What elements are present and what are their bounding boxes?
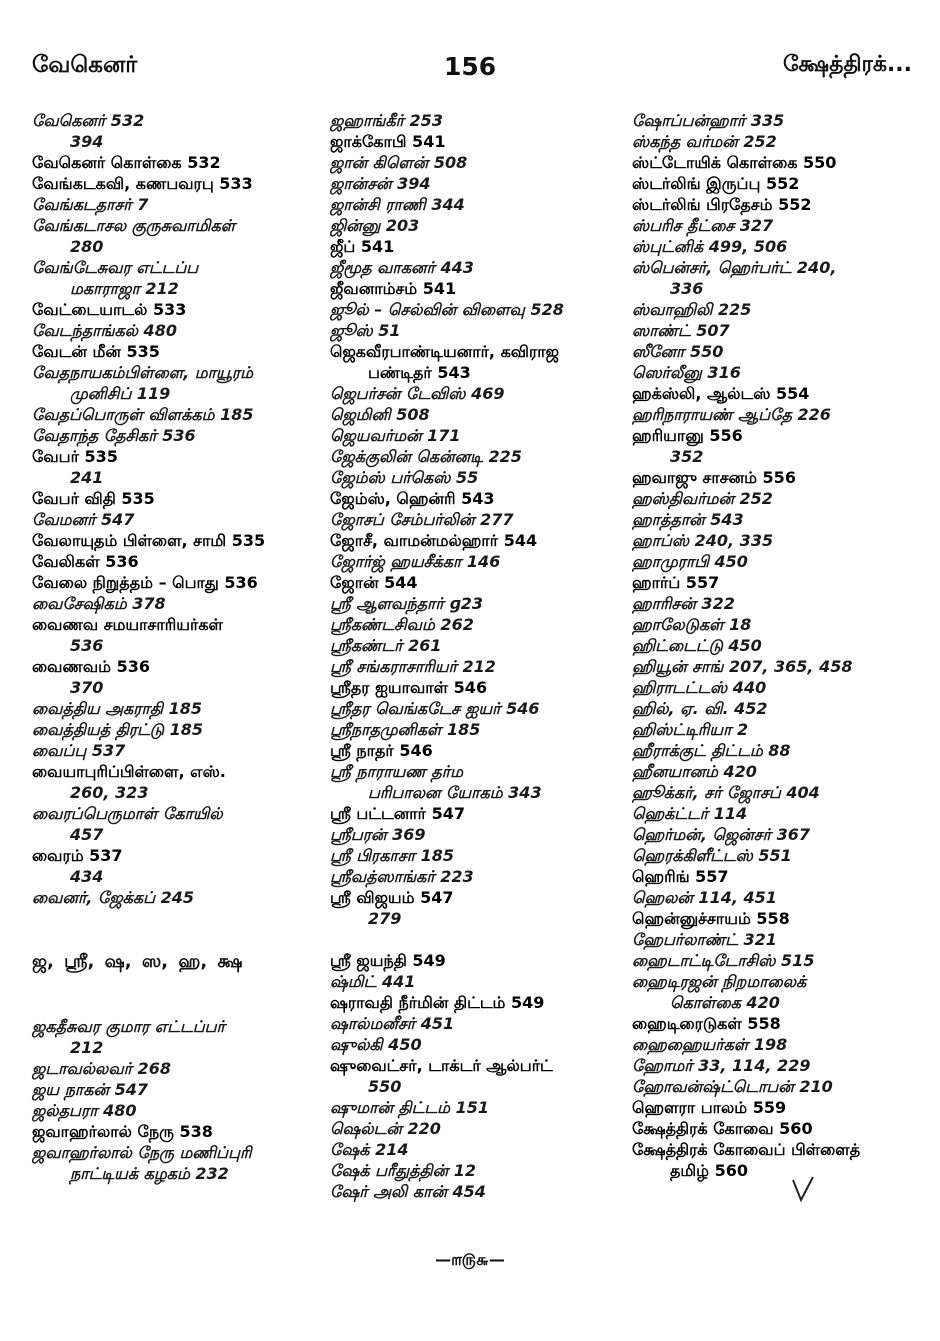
index-entry: முனிசிப் 119 bbox=[70, 384, 171, 403]
index-entry: வேடந்தாங்கல் 480 bbox=[32, 321, 177, 340]
index-entry: ஜான்சன் 394 bbox=[330, 174, 431, 193]
index-entry: ஸ்ரீ நாராயண தர்ம bbox=[330, 762, 463, 781]
index-entry: ஜான்சி ராணி 344 bbox=[330, 195, 465, 214]
index-entry: ஹரியானு 556 bbox=[632, 426, 743, 445]
index-entry: ஹோவன்ஷ்ட்டொபன் 210 bbox=[632, 1077, 833, 1096]
index-entry: 336 bbox=[670, 279, 704, 298]
index-entry: 457 bbox=[70, 825, 104, 844]
running-head-left: வேகெனர் bbox=[32, 52, 138, 78]
index-entry: ஷுமான் திட்டம் 151 bbox=[330, 1098, 489, 1117]
page-header bbox=[0, 52, 940, 92]
index-entry: வேகெனர் கொள்கை 532 bbox=[32, 153, 221, 172]
index-entry: வேபர் விதி 535 bbox=[32, 489, 155, 508]
index-entry: ஹாப்ஸ் 240, 335 bbox=[632, 531, 774, 550]
index-entry: வேட்டையாடல் 533 bbox=[32, 300, 187, 319]
index-entry: ஹக்ஸ்லி, ஆல்டஸ் 554 bbox=[632, 384, 810, 403]
index-entry: ஹௌரா பாலம் 559 bbox=[632, 1098, 787, 1117]
index-entry: ஜீவனாம்சம் 541 bbox=[330, 279, 457, 298]
index-entry: வேபர் 535 bbox=[32, 447, 118, 466]
index-entry: ஜூஸ் 51 bbox=[330, 321, 401, 340]
index-entry: ஹார்ப் 557 bbox=[632, 573, 720, 592]
index-entry: ஹிராடட்டஸ் 440 bbox=[632, 678, 767, 697]
index-entry: வைப்பு 537 bbox=[32, 741, 126, 760]
index-entry: ஹில், ஏ. வி. 452 bbox=[632, 699, 768, 718]
index-entry: ஜோசப் சேம்பர்லின் 277 bbox=[330, 510, 514, 529]
index-entry: ஸ்ரீநாதமுனிகள் 185 bbox=[330, 720, 481, 739]
index-entry: ஹைடிரஜன் நிறமாலைக் bbox=[632, 972, 807, 991]
index-entry: ஜோன் 544 bbox=[330, 573, 418, 592]
index-entry: ஹைடாட்டிடோசிஸ் 515 bbox=[632, 951, 815, 970]
index-entry: ஜோர்ஜ் ஹயசீக்கா 146 bbox=[330, 552, 501, 571]
index-entry: ஸ்ரீ ஜயந்தி 549 bbox=[330, 951, 446, 970]
index-entry: ஜான் கிளென் 508 bbox=[330, 153, 468, 172]
index-entry: ஹாமுராபி 450 bbox=[632, 552, 748, 571]
index-entry: ஷேர் அலி கான் 454 bbox=[330, 1182, 486, 1201]
index-entry: ஜஹாங்கீர் 253 bbox=[330, 111, 443, 130]
index-entry: ஷேக் பரீதுத்தின் 12 bbox=[330, 1161, 476, 1180]
handwritten-tick-mark bbox=[790, 1174, 816, 1204]
index-entry: ஸாண்ட் 507 bbox=[632, 321, 730, 340]
index-entry: ஷுவைட்சர், டாக்டர் ஆல்பர்ட் bbox=[330, 1056, 553, 1075]
index-entry: ஸ்ரீவத்ஸாங்கர் 223 bbox=[330, 867, 474, 886]
index-entry: ஷெல்டன் 220 bbox=[330, 1119, 441, 1138]
index-entry: வேலை நிறுத்தம் – பொது 536 bbox=[32, 573, 258, 592]
index-entry: ஸ்ட்டோயிக் கொள்கை 550 bbox=[632, 153, 837, 172]
index-entry: ஹாலேடுகள் 18 bbox=[632, 615, 752, 634]
index-column-2 bbox=[330, 110, 620, 1202]
index-entry: ஸ்ரீபரன் 369 bbox=[330, 825, 426, 844]
index-entry: ஷோப்பன்ஹார் 335 bbox=[632, 111, 785, 130]
index-entry: ஷராவதி நீர்மின் திட்டம் 549 bbox=[330, 993, 545, 1012]
index-entry: 212 bbox=[70, 1038, 104, 1057]
index-entry: ஹாரிசன் 322 bbox=[632, 594, 735, 613]
index-entry: க்ஷேத்திரக் கோவை 560 bbox=[632, 1119, 813, 1138]
index-entry: ஹைடிரைடுகள் 558 bbox=[632, 1014, 781, 1033]
index-entry: ஹைஹையர்கள் 198 bbox=[632, 1035, 788, 1054]
index-entry: ஹீராக்குட் திட்டம் 88 bbox=[632, 741, 791, 760]
index-entry: ஸீனோ 550 bbox=[632, 342, 724, 361]
index-entry: ஸ்ரீதர ஐயாவாள் 546 bbox=[330, 678, 488, 697]
index-entry: வேங்கடாசல குருசுவாமிகள் bbox=[32, 216, 236, 235]
index-entry: ஜீப் 541 bbox=[330, 237, 395, 256]
index-entry: நாட்டியக் கழகம் 232 bbox=[70, 1164, 229, 1183]
index-entry: ஸ்பென்சர், ஹெர்பர்ட் 240, bbox=[632, 258, 837, 277]
index-entry: ஹெரக்கிளீட்டஸ் 551 bbox=[632, 846, 792, 865]
index-entry: வைசேஷிகம் 378 bbox=[32, 594, 166, 613]
index-entry: வைரப்பெருமாள் கோயில் bbox=[32, 804, 223, 823]
page-footer-number: —௱௫௬— bbox=[435, 1250, 505, 1269]
spacer bbox=[330, 929, 620, 950]
index-entry: ஜல்தபரா 480 bbox=[32, 1101, 137, 1120]
index-entry: வேங்கடதாசர் 7 bbox=[32, 195, 149, 214]
index-entry: 434 bbox=[70, 867, 104, 886]
index-entry: ஹரிநாராயண் ஆப்தே 226 bbox=[632, 405, 831, 424]
index-entry: ஹோமர் 33, 114, 229 bbox=[632, 1056, 811, 1075]
index-entry: 352 bbox=[670, 447, 704, 466]
index-entry: ஹெரிங் 557 bbox=[632, 867, 729, 886]
index-entry: ஜெயவர்மன் 171 bbox=[330, 426, 461, 445]
index-entry: ஹிஸ்ட்டிரியா 2 bbox=[632, 720, 749, 739]
index-entry: ஹவாஜு சாசனம் 556 bbox=[632, 468, 796, 487]
index-entry: ஹீனயானம் 420 bbox=[632, 762, 757, 781]
index-entry: ஷுல்கி 450 bbox=[330, 1035, 422, 1054]
index-entry: வேங்டேசுவர எட்டப்ப bbox=[32, 258, 199, 277]
index-entry: வேங்கடகவி, கணபவரபு 533 bbox=[32, 174, 253, 193]
index-entry: ஹூக்கர், சர் ஜோசப் 404 bbox=[632, 783, 820, 802]
index-entry: ஜடாவல்லவர் 268 bbox=[32, 1059, 171, 1078]
index-entry: 280 bbox=[70, 237, 104, 256]
index-entry: தமிழ் 560 bbox=[670, 1161, 749, 1180]
index-entry: ஜூல் – செல்வின் விளைவு 528 bbox=[330, 300, 564, 319]
index-entry: மகாராஜா 212 bbox=[70, 279, 179, 298]
index-entry: ஜேம்ஸ் பர்கெஸ் 55 bbox=[330, 468, 479, 487]
index-list-ja bbox=[32, 1016, 322, 1184]
index-entry: ஹியூன் சாங் 207, 365, 458 bbox=[632, 657, 853, 676]
index-entry: வைணவம் 536 bbox=[32, 657, 150, 676]
index-entry: வைணவ சமயாசாரியர்கள் bbox=[32, 615, 223, 634]
index-entry: ஸ்வாஹிலி 225 bbox=[632, 300, 752, 319]
index-entry: ஸ்ரீகண்டர் 261 bbox=[330, 636, 442, 655]
index-entry: வேகெனர் 532 bbox=[32, 111, 145, 130]
index-entry: வைனர், ஜேக்கப் 245 bbox=[32, 888, 195, 907]
index-entry: வைத்தியத் திரட்டு 185 bbox=[32, 720, 204, 739]
index-entry: ஜெபர்சன் டேவிஸ் 469 bbox=[330, 384, 505, 403]
index-entry: ஜவாஹர்லால் நேரு 538 bbox=[32, 1122, 213, 1141]
index-entry: ஹென்னுச்சாயம் 558 bbox=[632, 909, 790, 928]
index-entry: ஜின்னு 203 bbox=[330, 216, 420, 235]
index-entry: வேதப்பொருள் விளக்கம் 185 bbox=[32, 405, 254, 424]
index-entry: ஸ்டர்லிங் இருப்பு 552 bbox=[632, 174, 800, 193]
index-entry: ஹஸ்திவர்மன் 252 bbox=[632, 489, 773, 508]
index-entry: ஷ்மிட் 441 bbox=[330, 972, 416, 991]
index-entry: ஜெமினி 508 bbox=[330, 405, 430, 424]
index-entry: ஜவாஹர்லால் நேரு மணிப்புரி bbox=[32, 1143, 252, 1162]
index-entry: க்ஷேத்திரக் கோவைப் பிள்ளைத் bbox=[632, 1140, 861, 1159]
spacer bbox=[32, 908, 322, 950]
index-entry: ஸ்டர்லிங் பிரதேசம் 552 bbox=[632, 195, 812, 214]
index-entry: வேதநாயகம்பிள்ளை, மாயூரம் bbox=[32, 363, 254, 382]
spacer bbox=[32, 974, 322, 1016]
index-column-3 bbox=[632, 110, 928, 1181]
index-entry: ஜீமூத வாகனர் 443 bbox=[330, 258, 474, 277]
index-entry: ஹெலன் 114, 451 bbox=[632, 888, 777, 907]
index-entry: 394 bbox=[70, 132, 104, 151]
index-entry: ஜாக்கோபி 541 bbox=[330, 132, 446, 151]
page-number: 156 bbox=[444, 52, 497, 81]
index-entry: ஸ்ரீ நாதர் 546 bbox=[330, 741, 433, 760]
index-entry: ஜய நாகன் 547 bbox=[32, 1080, 148, 1099]
index-entry: வையாபுரிப்பிள்ளை, எஸ். bbox=[32, 762, 226, 781]
index-entry: 550 bbox=[368, 1077, 402, 1096]
index-entry: 260, 323 bbox=[70, 783, 149, 802]
index-entry: ஸ்கந்த வர்மன் 252 bbox=[632, 132, 777, 151]
index-entry: வேதாந்த தேசிகர் 536 bbox=[32, 426, 196, 445]
index-entry: வேமனர் 547 bbox=[32, 510, 135, 529]
index-entry: பரிபாலன யோகம் 343 bbox=[368, 783, 542, 802]
index-entry: ஸ்ரீ ஆளவந்தார் ɡ23 bbox=[330, 594, 484, 613]
index-list-v bbox=[32, 110, 322, 908]
index-entry: ஸ்புட்னிக் 499, 506 bbox=[632, 237, 788, 256]
index-entry: ஜெகவீரபாண்டியனார், கவிராஜ bbox=[330, 342, 559, 361]
index-entry: வேடன் மீன் 535 bbox=[32, 342, 160, 361]
index-entry: வேலாயுதம் பிள்ளை, சாமி 535 bbox=[32, 531, 266, 550]
index-entry: 279 bbox=[368, 909, 402, 928]
index-entry: ஜேம்ஸ், ஹென்ரி 543 bbox=[330, 489, 495, 508]
index-entry: வைத்திய அகராதி 185 bbox=[32, 699, 202, 718]
index-entry: கொள்கை 420 bbox=[670, 993, 780, 1012]
index-entry: ஸ்ரீ விஜயம் 547 bbox=[330, 888, 454, 907]
index-entry: 370 bbox=[70, 678, 104, 697]
index-entry: ஜகதீசுவர குமார எட்டப்பர் bbox=[32, 1017, 225, 1036]
index-column-1 bbox=[32, 110, 322, 1184]
index-entry: ஹிட்டைட்டு 450 bbox=[632, 636, 762, 655]
index-entry: ஸ்பரிச தீட்சை 327 bbox=[632, 216, 774, 235]
index-entry: ஸெர்லீனு 316 bbox=[632, 363, 741, 382]
running-head-right: க்ஷேத்திரக்... bbox=[782, 52, 912, 77]
index-entry: பண்டிதர் 543 bbox=[368, 363, 471, 382]
index-entry: ஸ்ரீ சங்கராசாரியர் 212 bbox=[330, 657, 496, 676]
section-heading: ஜ, ஸ்ரீ, ஷ, ஸ, ஹ, க்ஷ bbox=[32, 951, 243, 972]
index-entry: ஹேபர்லாண்ட் 321 bbox=[632, 930, 777, 949]
index-entry: ஸ்ரீ பட்டனார் 547 bbox=[330, 804, 465, 823]
index-entry: ஜேக்குலின் கென்னடி 225 bbox=[330, 447, 522, 466]
index-entry: ஜோசீ, வாமன்மல்ஹார் 544 bbox=[330, 531, 538, 550]
index-entry: 241 bbox=[70, 468, 104, 487]
index-entry: ஷேக் 214 bbox=[330, 1140, 409, 1159]
index-entry: ஸ்ரீ பிரகாசா 185 bbox=[330, 846, 455, 865]
index-entry: ஹாத்தான் 543 bbox=[632, 510, 744, 529]
index-entry: ஸ்ரீகண்டசிவம் 262 bbox=[330, 615, 474, 634]
index-entry: ஹெர்மன், ஜென்சர் 367 bbox=[632, 825, 810, 844]
index-entry: ஹெக்ட்டர் 114 bbox=[632, 804, 748, 823]
index-entry: வைரம் 537 bbox=[32, 846, 123, 865]
index-entry: ஷால்மனீசர் 451 bbox=[330, 1014, 455, 1033]
index-entry: வேலிகள் 536 bbox=[32, 552, 139, 571]
index-entry: ஸ்ரீதர வெங்கடேச ஐயர் 546 bbox=[330, 699, 540, 718]
index-entry: 536 bbox=[70, 636, 104, 655]
